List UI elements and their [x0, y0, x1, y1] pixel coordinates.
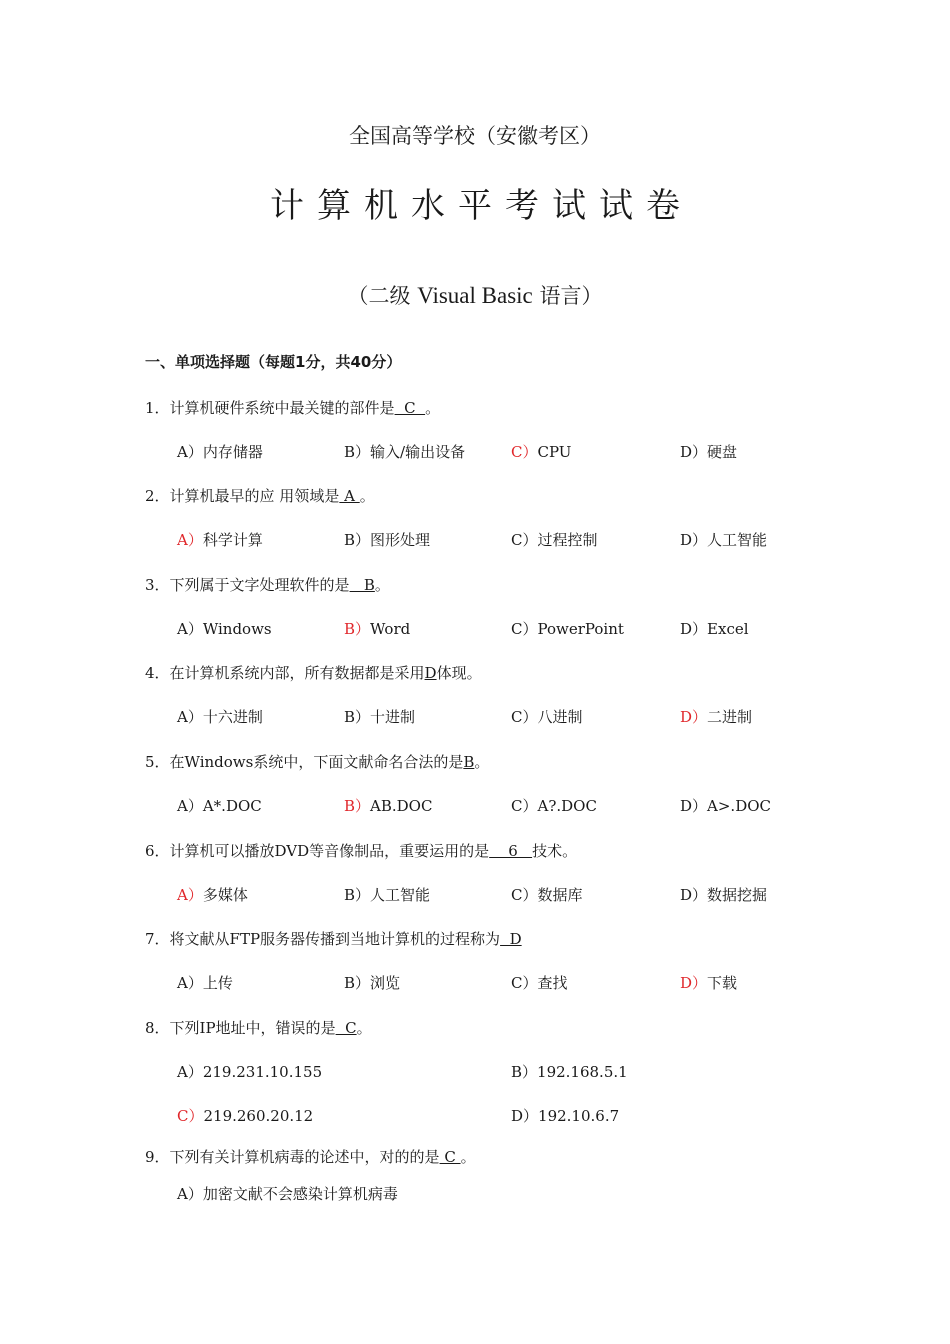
option-text: 人工智能 — [370, 886, 431, 904]
option-text: 人工智能 — [707, 531, 768, 549]
option-text: 192.10.6.7 — [538, 1107, 620, 1125]
option-c — [511, 972, 568, 993]
option-d — [680, 706, 752, 727]
option-b — [344, 972, 400, 993]
option-letter: C） — [511, 797, 538, 815]
option-a — [177, 618, 272, 639]
option-letter: B） — [511, 1063, 538, 1081]
option-text: 硬盘 — [707, 443, 738, 461]
correct-option-letter: B） — [344, 620, 371, 638]
option-b — [344, 529, 430, 550]
option-text: A*.DOC — [202, 797, 262, 815]
question-text: 3．下列属于文字处理软件的是 — [145, 576, 350, 594]
correct-option-letter: A） — [177, 886, 203, 904]
option-text: 上传 — [202, 974, 233, 992]
option-a — [177, 529, 263, 550]
option-letter: A） — [177, 974, 203, 992]
option-letter: B） — [344, 531, 371, 549]
option-text: 加密文献不会感染计算机病毒 — [202, 1185, 398, 1203]
option-letter: B） — [344, 886, 371, 904]
option-letter: C） — [511, 531, 538, 549]
correct-option-letter: C） — [177, 1107, 204, 1125]
option-a — [177, 795, 262, 816]
option-text: 查找 — [537, 974, 568, 992]
section-heading: 一、单项选择题（每题1分，共40分） — [145, 353, 402, 371]
question-text: 1．计算机硬件系统中最关键的部件是 — [145, 399, 395, 417]
option-letter: C） — [511, 974, 538, 992]
option-b — [344, 618, 410, 639]
option-d — [680, 795, 771, 816]
option-text: 219.260.20.12 — [203, 1107, 314, 1125]
option-letter: C） — [511, 708, 538, 726]
answer-blank: A — [339, 487, 360, 505]
question-text: 2．计算机最早的应 用领域是 — [145, 487, 340, 505]
question-text: 7．将文献从FTP服务器传播到当地计算机的过程称为 — [145, 930, 501, 948]
option-d — [680, 441, 737, 462]
correct-option-letter: C） — [511, 443, 538, 461]
answer-blank: C — [394, 399, 426, 417]
exam-title: 计算机水平考试试卷 — [270, 186, 693, 226]
option-a — [177, 1183, 398, 1204]
option-letter: A） — [177, 797, 203, 815]
answer-blank: C — [335, 1019, 357, 1037]
correct-option-letter: B） — [344, 797, 371, 815]
option-letter: C） — [511, 886, 538, 904]
option-c — [177, 1105, 313, 1126]
option-letter: D） — [680, 797, 708, 815]
question-text: 5．在Windows系统中，下面文献命名合法的是 — [145, 753, 464, 771]
option-text: 图形处理 — [370, 531, 431, 549]
question-8 — [145, 1017, 372, 1038]
option-text: 十六进制 — [202, 708, 263, 726]
answer-blank: D — [424, 664, 437, 682]
option-c — [511, 441, 571, 462]
subtitle-open: （二级 — [347, 284, 418, 308]
option-text: 192.168.5.1 — [537, 1063, 628, 1081]
option-b — [344, 706, 415, 727]
option-c — [511, 706, 583, 727]
option-b — [344, 884, 430, 905]
option-text: 输入/输出设备 — [370, 443, 466, 461]
question-1 — [145, 397, 440, 418]
question-7 — [145, 928, 522, 949]
option-letter: A） — [177, 620, 203, 638]
question-end: 。 — [460, 1148, 476, 1166]
option-d — [511, 1105, 619, 1126]
question-6 — [145, 840, 577, 861]
option-text: 八进制 — [537, 708, 583, 726]
question-3 — [145, 574, 390, 595]
answer-blank: D — [500, 930, 522, 948]
option-text: A>.DOC — [707, 797, 772, 815]
option-c — [511, 529, 598, 550]
option-b — [344, 795, 432, 816]
question-text: 9．下列有关计算机病毒的论述中，对的的是 — [145, 1148, 440, 1166]
option-letter: D） — [680, 531, 708, 549]
answer-blank: C — [439, 1148, 461, 1166]
option-letter: A） — [177, 708, 203, 726]
option-d — [680, 529, 767, 550]
answer-blank: 6 — [489, 842, 533, 860]
question-text: 4．在计算机系统内部，所有数据都是采用 — [145, 664, 425, 682]
option-text: 浏览 — [370, 974, 401, 992]
answer-blank: B — [463, 753, 475, 771]
option-text: 内存储器 — [202, 443, 263, 461]
option-letter: D） — [511, 1107, 539, 1125]
question-end: 技术。 — [532, 842, 578, 860]
correct-option-letter: D） — [680, 708, 708, 726]
option-a — [177, 1061, 322, 1082]
option-letter: B） — [344, 974, 371, 992]
option-text: CPU — [537, 443, 572, 461]
option-letter: D） — [680, 443, 708, 461]
option-text: 过程控制 — [537, 531, 598, 549]
option-text: 二进制 — [707, 708, 753, 726]
question-end: 。 — [474, 753, 490, 771]
question-9 — [145, 1146, 476, 1167]
question-5 — [145, 751, 489, 772]
option-c — [511, 795, 597, 816]
option-text: 多媒体 — [202, 886, 248, 904]
option-text: 219.231.10.155 — [202, 1063, 323, 1081]
question-end: 。 — [356, 1019, 372, 1037]
correct-option-letter: A） — [177, 531, 203, 549]
option-b — [344, 441, 465, 462]
question-end: 。 — [374, 576, 390, 594]
question-end: 。 — [359, 487, 375, 505]
option-d — [680, 884, 767, 905]
option-text: 数据库 — [537, 886, 583, 904]
question-text: 6．计算机可以播放DVD等音像制品，重要运用的是 — [145, 842, 490, 860]
subtitle-close: 语言） — [532, 284, 603, 308]
option-text: AB.DOC — [370, 797, 433, 815]
option-d — [680, 618, 749, 639]
option-letter: B） — [344, 443, 371, 461]
option-text: 数据挖掘 — [707, 886, 768, 904]
question-4 — [145, 662, 482, 683]
answer-blank: B — [349, 576, 375, 594]
option-text: Excel — [707, 620, 749, 638]
option-c — [511, 884, 583, 905]
option-a — [177, 441, 263, 462]
question-text: 8．下列IP地址中，错误的是 — [145, 1019, 336, 1037]
correct-option-letter: D） — [680, 974, 708, 992]
option-letter: A） — [177, 1063, 203, 1081]
question-end: 体现。 — [436, 664, 482, 682]
option-b — [511, 1061, 628, 1082]
exam-subtitle — [0, 280, 950, 310]
subtitle-language: Visual Basic — [417, 283, 533, 308]
option-a — [177, 972, 233, 993]
option-letter: A） — [177, 443, 203, 461]
question-2 — [145, 485, 375, 506]
option-letter: D） — [680, 886, 708, 904]
option-text: 科学计算 — [202, 531, 263, 549]
option-text: PowerPoint — [537, 620, 624, 638]
option-text: 十进制 — [370, 708, 416, 726]
option-letter: C） — [511, 620, 538, 638]
option-a — [177, 706, 263, 727]
option-a — [177, 884, 248, 905]
option-text: 下载 — [707, 974, 738, 992]
option-d — [680, 972, 737, 993]
option-text: Windows — [202, 620, 272, 638]
exam-authority: 全国高等学校（安徽考区） — [349, 124, 601, 148]
option-letter: D） — [680, 620, 708, 638]
option-letter: A） — [177, 1185, 203, 1203]
option-text: A?.DOC — [537, 797, 597, 815]
option-c — [511, 618, 624, 639]
question-end: 。 — [425, 399, 441, 417]
option-text: Word — [370, 620, 411, 638]
option-letter: B） — [344, 708, 371, 726]
